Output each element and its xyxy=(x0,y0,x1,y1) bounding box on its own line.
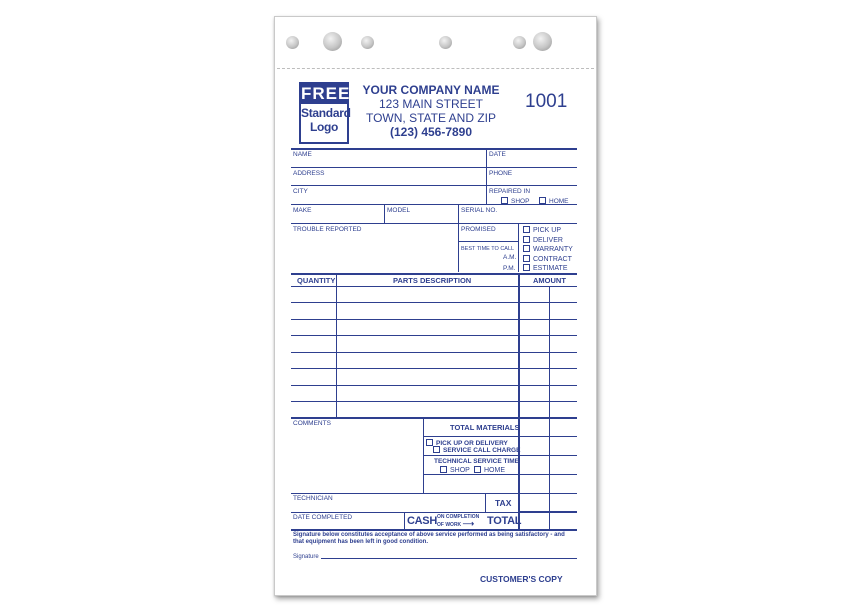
divider xyxy=(404,512,405,529)
tech-service-time-label: TECHNICAL SERVICE TIME xyxy=(434,458,519,465)
table-row[interactable] xyxy=(291,385,577,386)
pickup-delivery-label: PICK UP OR DELIVERY xyxy=(436,440,508,447)
tax-label: TAX xyxy=(495,498,512,508)
checkbox-icon xyxy=(426,439,433,446)
company-phone: (123) 456-7890 xyxy=(389,125,473,139)
company-street: 123 MAIN STREET xyxy=(378,97,484,111)
shop-label: SHOP xyxy=(511,198,530,205)
option-warranty[interactable] xyxy=(523,245,573,255)
divider xyxy=(336,273,337,417)
divider xyxy=(291,417,577,419)
service-order-form xyxy=(274,16,597,596)
logo xyxy=(299,82,349,144)
option-deliver[interactable] xyxy=(523,236,573,246)
tech-shop-label: SHOP xyxy=(450,467,470,474)
checkbox-icon xyxy=(523,245,530,252)
checkbox-icon xyxy=(523,236,530,243)
city-field[interactable]: CITY xyxy=(293,188,308,195)
divider xyxy=(291,185,577,186)
punch-hole xyxy=(323,32,342,51)
service-options xyxy=(523,226,573,274)
table-row[interactable] xyxy=(291,335,577,336)
technician-field[interactable]: TECHNICIAN xyxy=(293,495,333,502)
repaired-in-label: REPAIRED IN xyxy=(489,188,531,195)
serial-no-field[interactable]: SERIAL NO. xyxy=(461,207,498,214)
checkbox-icon xyxy=(440,466,447,473)
divider xyxy=(384,204,385,223)
option-contract[interactable] xyxy=(523,255,573,265)
option-pickup[interactable] xyxy=(523,226,573,236)
service-call-label: SERVICE CALL CHARGE xyxy=(443,447,521,454)
option-label: DELIVER xyxy=(533,236,563,244)
checkbox-icon xyxy=(523,264,530,271)
divider xyxy=(291,286,577,287)
table-row[interactable] xyxy=(291,401,577,402)
company-block xyxy=(361,83,501,139)
option-label: WARRANTY xyxy=(533,246,573,253)
divider xyxy=(423,455,577,456)
promised-field[interactable]: PROMISED xyxy=(461,226,496,233)
divider xyxy=(291,493,577,494)
checkbox-icon xyxy=(539,197,546,204)
divider xyxy=(423,474,577,475)
option-label: CONTRACT xyxy=(533,255,572,263)
logo-logo-text: Logo xyxy=(309,120,339,134)
date-field[interactable]: DATE xyxy=(489,151,506,158)
checkbox-icon xyxy=(501,197,508,204)
divider xyxy=(485,493,486,512)
divider xyxy=(518,223,519,272)
service-call-checkbox[interactable] xyxy=(433,446,520,455)
checkbox-icon xyxy=(523,255,530,262)
option-label: PICK UP xyxy=(533,227,562,234)
trouble-reported-field[interactable]: TROUBLE REPORTED xyxy=(293,226,362,233)
model-field[interactable]: MODEL xyxy=(387,207,411,214)
amount-header: AMOUNT xyxy=(533,276,566,285)
on-completion-line1: ON COMPLETION xyxy=(437,514,480,520)
total-label: TOTAL xyxy=(487,515,522,527)
copy-label: CUSTOMER'S COPY xyxy=(480,574,563,584)
signature-label: Signature xyxy=(293,554,319,560)
name-field[interactable]: NAME xyxy=(293,151,312,158)
arrow-right-icon: ⟶ xyxy=(462,518,475,528)
comments-field[interactable]: COMMENTS xyxy=(293,420,331,427)
on-completion-line2: OF WORK xyxy=(437,521,462,528)
best-time-label: BEST TIME TO CALL xyxy=(461,246,515,252)
divider xyxy=(423,436,577,437)
divider xyxy=(458,204,459,272)
signature-line[interactable] xyxy=(321,558,577,559)
divider xyxy=(291,148,577,150)
option-label: ESTIMATE xyxy=(533,265,568,272)
cash-label: CASH xyxy=(407,515,437,527)
divider xyxy=(291,529,577,531)
quantity-header: QUANTITY xyxy=(297,276,336,285)
table-row[interactable] xyxy=(291,352,577,353)
divider xyxy=(458,241,518,242)
punch-hole xyxy=(439,36,452,49)
pm-field[interactable]: P.M. xyxy=(503,265,516,272)
form-number: 1001 xyxy=(525,91,568,112)
tech-home-label: HOME xyxy=(484,467,505,474)
on-completion-label xyxy=(437,515,479,528)
divider xyxy=(291,167,577,168)
acceptance-text: Signature below constitutes acceptance of above service performed as being satisfactory - and that equipment has been left in good condition. xyxy=(293,532,565,545)
table-row[interactable] xyxy=(291,302,577,303)
parts-description-header: PARTS DESCRIPTION xyxy=(393,276,472,285)
make-field[interactable]: MAKE xyxy=(293,207,312,214)
punch-hole xyxy=(361,36,374,49)
phone-field[interactable]: PHONE xyxy=(489,170,513,177)
company-town: TOWN, STATE AND ZIP xyxy=(365,111,496,125)
checkbox-icon xyxy=(433,446,440,453)
am-field[interactable]: A.M. xyxy=(503,254,517,261)
company-name: YOUR COMPANY NAME xyxy=(362,83,500,97)
divider xyxy=(291,273,577,275)
total-materials-label: TOTAL MATERIALS xyxy=(450,423,520,432)
date-completed-field[interactable]: DATE COMPLETED xyxy=(293,514,353,521)
table-row[interactable] xyxy=(291,319,577,320)
punch-hole xyxy=(533,32,552,51)
punch-hole xyxy=(513,36,526,49)
logo-standard-text: Standard xyxy=(301,106,351,120)
home-label: HOME xyxy=(549,198,569,205)
punch-hole xyxy=(286,36,299,49)
divider xyxy=(291,223,577,224)
table-row[interactable] xyxy=(291,368,577,369)
divider xyxy=(486,148,487,204)
perforation-line xyxy=(277,68,594,69)
divider xyxy=(291,204,577,205)
logo-free-text: FREE xyxy=(301,84,351,103)
checkbox-icon xyxy=(474,466,481,473)
checkbox-icon xyxy=(523,226,530,233)
address-field[interactable]: ADDRESS xyxy=(293,170,325,177)
divider xyxy=(518,511,577,513)
